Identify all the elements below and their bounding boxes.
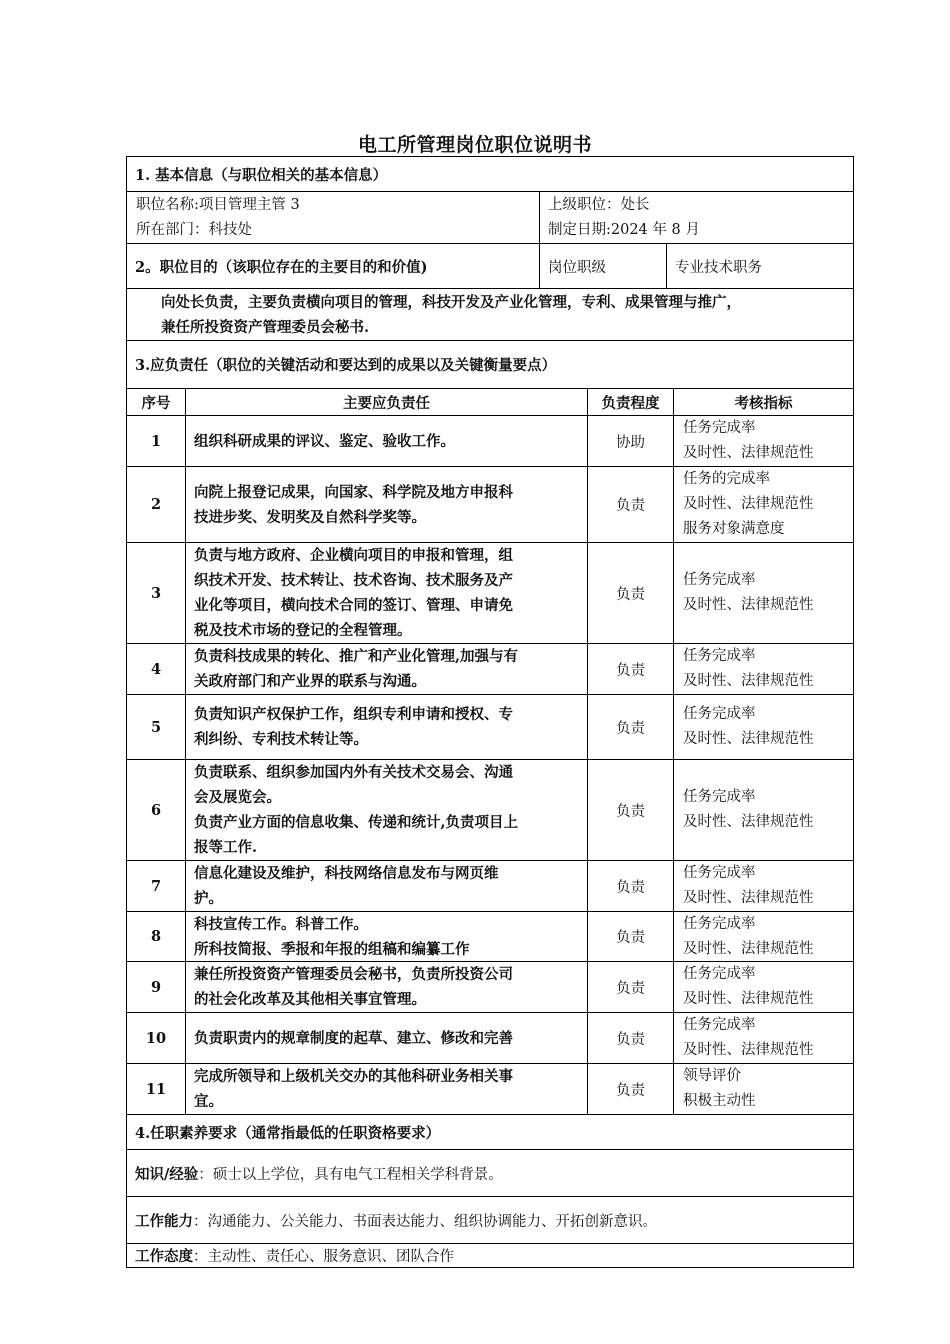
indicator-line: 任务完成率 — [683, 648, 756, 664]
document-title: 电工所管理岗位职位说明书 — [357, 134, 592, 156]
row-number: 9 — [150, 978, 162, 996]
indicator-line: 任务完成率 — [683, 420, 756, 436]
duty-line: 负责科技成果的转化、推广和产业化管理,加强与有 — [194, 648, 519, 665]
duty-cell — [186, 1013, 587, 1063]
purpose-row — [127, 288, 853, 340]
indicator-line: 及时性、法律规范性 — [683, 496, 814, 512]
duty-line: 宜。 — [194, 1093, 223, 1110]
ability-label: 工作能力 — [135, 1212, 193, 1230]
indicator-line: 任务完成率 — [683, 865, 756, 881]
responsibility-row — [127, 643, 853, 694]
section-qualifications-header — [127, 1114, 853, 1149]
section-basic-info-header — [127, 157, 853, 191]
ability-value: ：沟通能力、公关能力、书面表达能力、组织协调能力、开拓创新意识。 — [193, 1213, 657, 1230]
duty-line: 业化等项目，横向技术合同的签订、管理、申请免 — [194, 597, 513, 614]
duty-line: 信息化建设及维护，科技网络信息发布与网页维 — [194, 865, 499, 882]
indicator-line: 及时性、法律规范性 — [683, 940, 814, 957]
indicator-cell — [674, 962, 853, 1012]
duty-cell — [186, 760, 587, 860]
duty-cell — [186, 644, 587, 694]
indicator-cell — [674, 1013, 853, 1063]
knowledge-value: ：硕士以上学位，具有电气工程相关学科背景。 — [198, 1166, 503, 1183]
basic-info-right — [540, 192, 853, 243]
position-level-label: 岗位职级 — [548, 259, 606, 276]
indicator-line: 及时性、法律规范性 — [683, 991, 814, 1007]
indicator-line: 及时性、法律规范性 — [683, 445, 814, 461]
indicator-line: 及时性、法律规范性 — [683, 731, 814, 747]
indicator-line: 及时性、法律规范性 — [683, 673, 814, 689]
indicator-cell — [674, 912, 853, 961]
row-number: 4 — [150, 660, 162, 678]
indicator-cell — [674, 543, 853, 643]
duty-line: 完成所领导和上级机关交办的其他科研业务相关事 — [194, 1068, 513, 1085]
basic-info-left — [127, 192, 539, 243]
col-header-indicators: 考核指标 — [734, 394, 793, 412]
ability-row — [127, 1196, 853, 1243]
indicator-line: 服务对象满意度 — [683, 521, 785, 537]
indicator-line: 任务完成率 — [683, 706, 756, 722]
row-number: 6 — [150, 801, 162, 819]
section-header-text: 2。职位目的（该职位存在的主要目的和价值) — [135, 258, 428, 276]
indicator-line: 及时性、法律规范性 — [683, 597, 814, 613]
department: 所在部门：科技处 — [136, 221, 252, 238]
row-number: 11 — [145, 1080, 167, 1098]
job-description-table — [126, 156, 854, 1268]
duty-line: 向院上报登记成果，向国家、科学院及地方申报科 — [194, 483, 513, 501]
responsibility-row — [127, 759, 853, 860]
duty-line: 护。 — [194, 890, 223, 907]
responsibility-degree: 负责 — [616, 586, 645, 603]
indicator-cell — [674, 1064, 853, 1114]
duty-line: 的社会化改革及其他相关事宜管理。 — [194, 991, 426, 1008]
indicator-line: 任务的完成率 — [683, 471, 770, 487]
knowledge-row — [127, 1149, 853, 1196]
attitude-value: ：主动性、责任心、服务意识、团队合作 — [193, 1249, 454, 1265]
responsibility-row — [127, 694, 853, 759]
duty-line: 关政府部门和产业界的联系与沟通。 — [194, 673, 426, 690]
indicator-line: 任务完成率 — [683, 789, 756, 805]
row-number: 7 — [150, 877, 162, 895]
row-number: 1 — [150, 432, 162, 450]
section-header-text: 1. 基本信息（与职位相关的基本信息） — [135, 166, 388, 184]
duty-line: 利纠纷、专利技术转让等。 — [194, 731, 368, 748]
indicator-line: 及时性、法律规范性 — [683, 1042, 814, 1058]
indicator-cell — [674, 861, 853, 911]
duty-line: 科技宣传工作。科普工作。 — [194, 915, 368, 933]
responsibility-table-header — [127, 388, 853, 415]
attitude-cell — [127, 1244, 853, 1267]
responsibility-row — [127, 542, 853, 643]
section-header-text: 3.应负责任（职位的关键活动和要达到的成果以及关键衡量要点） — [135, 357, 557, 374]
row-number: 5 — [150, 718, 162, 736]
indicator-line: 任务完成率 — [683, 915, 756, 932]
duty-line: 报等工作. — [194, 839, 258, 856]
duty-line: 技进步奖、发明奖及自然科学奖等。 — [194, 508, 426, 526]
duty-cell — [186, 467, 587, 542]
position-name: 职位名称:项目管理主管 3 — [136, 196, 300, 213]
row-number: 8 — [150, 928, 162, 945]
indicator-cell — [674, 644, 853, 694]
duty-line: 负责产业方面的信息收集、传递和统计,负责项目上 — [194, 814, 519, 831]
row-number: 2 — [150, 496, 162, 513]
duty-line: 负责知识产权保护工作，组织专利申请和授权、专 — [194, 706, 513, 723]
basic-info-row — [127, 191, 853, 243]
duty-cell — [186, 1064, 587, 1114]
row-number: 3 — [150, 584, 162, 602]
responsibility-row — [127, 1063, 853, 1114]
responsibility-degree: 负责 — [616, 720, 645, 737]
indicator-cell — [674, 467, 853, 542]
indicator-line: 积极主动性 — [683, 1093, 756, 1109]
duty-cell — [186, 416, 587, 466]
responsibility-row — [127, 911, 853, 961]
duty-line: 负责职责内的规章制度的起草、建立、修改和完善 — [194, 1029, 513, 1047]
indicator-line: 任务完成率 — [683, 966, 756, 982]
indicator-cell — [674, 695, 853, 759]
position-level-value: 专业技术职务 — [675, 259, 762, 276]
responsibility-row — [127, 466, 853, 542]
duty-cell — [186, 861, 587, 911]
date-established: 制定日期:2024 年 8 月 — [548, 221, 700, 238]
knowledge-label: 知识/经验 — [135, 1165, 199, 1183]
indicator-cell — [674, 416, 853, 466]
col-header-duties: 主要应负责任 — [343, 394, 430, 412]
indicator-line: 及时性、法律规范性 — [683, 890, 814, 906]
responsibility-row — [127, 1012, 853, 1063]
duty-line: 负责与地方政府、企业横向项目的申报和管理，组 — [194, 547, 513, 564]
responsibility-row — [127, 860, 853, 911]
responsibility-degree: 负责 — [616, 662, 645, 679]
indicator-cell — [674, 760, 853, 860]
ability-cell — [127, 1197, 853, 1243]
duty-line: 负责联系、组织参加国内外有关技术交易会、沟通 — [194, 764, 513, 781]
responsibility-degree: 负责 — [616, 980, 645, 997]
section-responsibilities-header — [127, 340, 853, 388]
duty-line: 税及技术市场的登记的全程管理。 — [194, 622, 412, 639]
attitude-label: 工作态度 — [135, 1248, 193, 1265]
duty-cell — [186, 543, 587, 643]
section-header-text: 4.任职素养要求（通常指最低的任职资格要求） — [135, 1124, 441, 1142]
responsibility-degree: 负责 — [616, 879, 645, 896]
duty-line: 会及展览会。 — [194, 789, 281, 806]
duty-cell — [186, 912, 587, 961]
responsibility-degree: 协助 — [616, 434, 645, 451]
indicator-line: 任务完成率 — [683, 1017, 756, 1033]
indicator-line: 任务完成率 — [683, 572, 756, 588]
indicator-line: 及时性、法律规范性 — [683, 814, 814, 830]
duty-cell — [186, 962, 587, 1012]
superior-position: 上级职位：处长 — [548, 196, 650, 213]
responsibility-degree: 负责 — [616, 930, 645, 946]
knowledge-cell — [127, 1150, 853, 1196]
responsibility-degree: 负责 — [616, 1082, 645, 1099]
responsibility-row — [127, 961, 853, 1012]
responsibility-degree: 负责 — [616, 498, 645, 514]
attitude-row — [127, 1243, 853, 1267]
duty-line: 兼任所投资资产管理委员会秘书，负责所投资公司 — [194, 966, 513, 983]
col-header-no: 序号 — [141, 394, 171, 412]
purpose-line: 向处长负责，主要负责横向项目的管理，科技开发及产业化管理，专利、成果管理与推广， — [161, 293, 741, 311]
purpose-line: 兼任所投资资产管理委员会秘书. — [161, 318, 370, 336]
responsibility-degree: 负责 — [616, 1031, 645, 1048]
indicator-line: 领导评价 — [683, 1068, 741, 1084]
section-purpose-header — [127, 243, 853, 288]
purpose-text — [127, 289, 853, 340]
col-header-degree: 负责程度 — [601, 394, 660, 412]
responsibility-degree: 负责 — [616, 803, 645, 820]
duty-line: 织技术开发、技术转让、技术咨询、技术服务及产 — [194, 572, 513, 589]
duty-line: 所科技简报、季报和年报的组稿和编纂工作 — [194, 940, 470, 958]
duty-cell — [186, 695, 587, 759]
row-number: 10 — [145, 1029, 167, 1047]
duty-line: 组织科研成果的评议、鉴定、验收工作。 — [194, 432, 455, 450]
responsibility-row — [127, 415, 853, 466]
